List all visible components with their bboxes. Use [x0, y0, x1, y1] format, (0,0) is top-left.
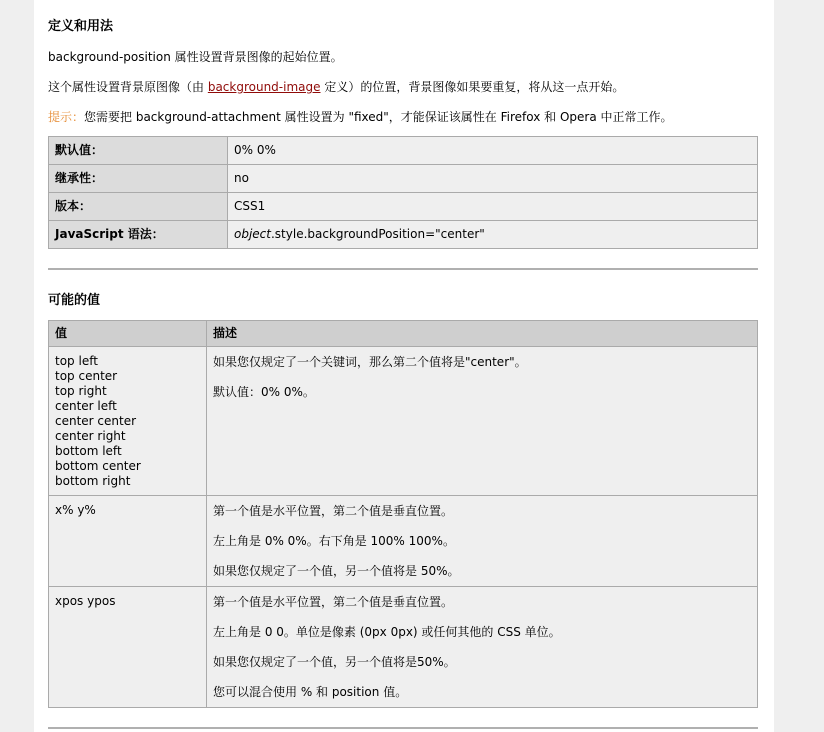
description-text: 如果您仅规定了一个关键词，那么第二个值将是"center"。	[213, 355, 527, 369]
keyword-values-cell	[49, 347, 207, 496]
table-row	[49, 137, 758, 165]
table-row	[49, 165, 758, 193]
js-syntax-value	[228, 221, 758, 249]
keyword-value: x% y%	[55, 503, 96, 517]
table-row	[49, 496, 758, 587]
keyword-value: xpos ypos	[55, 594, 116, 608]
definition-para-2-before: 这个属性设置背景原图像（由	[48, 80, 208, 94]
section-divider	[48, 727, 758, 729]
description-text: 如果您仅规定了一个值，另一个值将是50%。	[213, 655, 456, 669]
js-syntax-object: object	[234, 227, 271, 241]
default-value: 0% 0%	[228, 137, 758, 165]
definition-para-2-after: 定义）的位置，背景图像如果要重复，将从这一点开始。	[320, 80, 625, 94]
description-text: 您可以混合使用 % 和 position 值。	[213, 685, 408, 699]
inherit-key: 继承性：	[49, 165, 228, 193]
tip-label: 提示：	[48, 110, 85, 124]
tip-text: 您需要把 background-attachment 属性设置为 "fixed"，才能保证该属性在 Firefox 和 Opera 中正常工作。	[84, 110, 673, 124]
definition-para-1-text: background-position 属性设置背景图像的起始位置。	[48, 50, 343, 64]
table-row	[49, 347, 758, 496]
keyword-value: center right	[55, 429, 126, 443]
tip-paragraph	[48, 109, 673, 125]
description-text: 第一个值是水平位置，第二个值是垂直位置。	[213, 595, 454, 609]
table-row	[49, 221, 758, 249]
definition-heading: 定义和用法	[48, 19, 114, 34]
keyword-value: center center	[55, 414, 137, 428]
definition-para-2	[48, 79, 624, 95]
defaults-table	[48, 136, 758, 249]
description-text: 如果您仅规定了一个值，另一个值将是 50%。	[213, 564, 460, 578]
inherit-value: no	[228, 165, 758, 193]
js-syntax-key: JavaScript 语法：	[49, 221, 228, 249]
keyword-value: bottom left	[55, 444, 122, 458]
definition-para-1	[48, 49, 343, 65]
description-text: 左上角是 0 0。单位是像素 (0px 0px) 或任何其他的 CSS 单位。	[213, 625, 561, 639]
percent-desc-cell	[207, 496, 758, 587]
background-image-link[interactable]: background-image	[207, 80, 321, 94]
description-text: 第一个值是水平位置，第二个值是垂直位置。	[213, 504, 454, 518]
keyword-desc-cell	[207, 347, 758, 496]
table-header-row	[49, 321, 758, 347]
keyword-value: top left	[55, 354, 98, 368]
description-text: 默认值：0% 0%。	[213, 385, 315, 399]
keyword-value: center left	[55, 399, 117, 413]
default-value-key: 默认值：	[49, 137, 228, 165]
description-text: 左上角是 0% 0%。右下角是 100% 100%。	[213, 534, 455, 548]
section-divider	[48, 268, 758, 270]
js-syntax-rest: .style.backgroundPosition="center"	[270, 227, 485, 241]
keyword-value: top right	[55, 384, 107, 398]
column-header-desc: 描述	[207, 321, 758, 347]
keyword-value: bottom right	[55, 474, 131, 488]
content-page	[34, 0, 774, 732]
pos-desc-cell	[207, 587, 758, 708]
version-key: 版本：	[49, 193, 228, 221]
table-row	[49, 587, 758, 708]
version-value: CSS1	[228, 193, 758, 221]
column-header-value: 值	[49, 321, 207, 347]
values-table	[48, 320, 758, 708]
values-heading: 可能的值	[48, 293, 101, 308]
keyword-value: bottom center	[55, 459, 141, 473]
keyword-value: top center	[55, 369, 118, 383]
percent-value-cell	[49, 496, 207, 587]
table-row	[49, 193, 758, 221]
pos-value-cell	[49, 587, 207, 708]
